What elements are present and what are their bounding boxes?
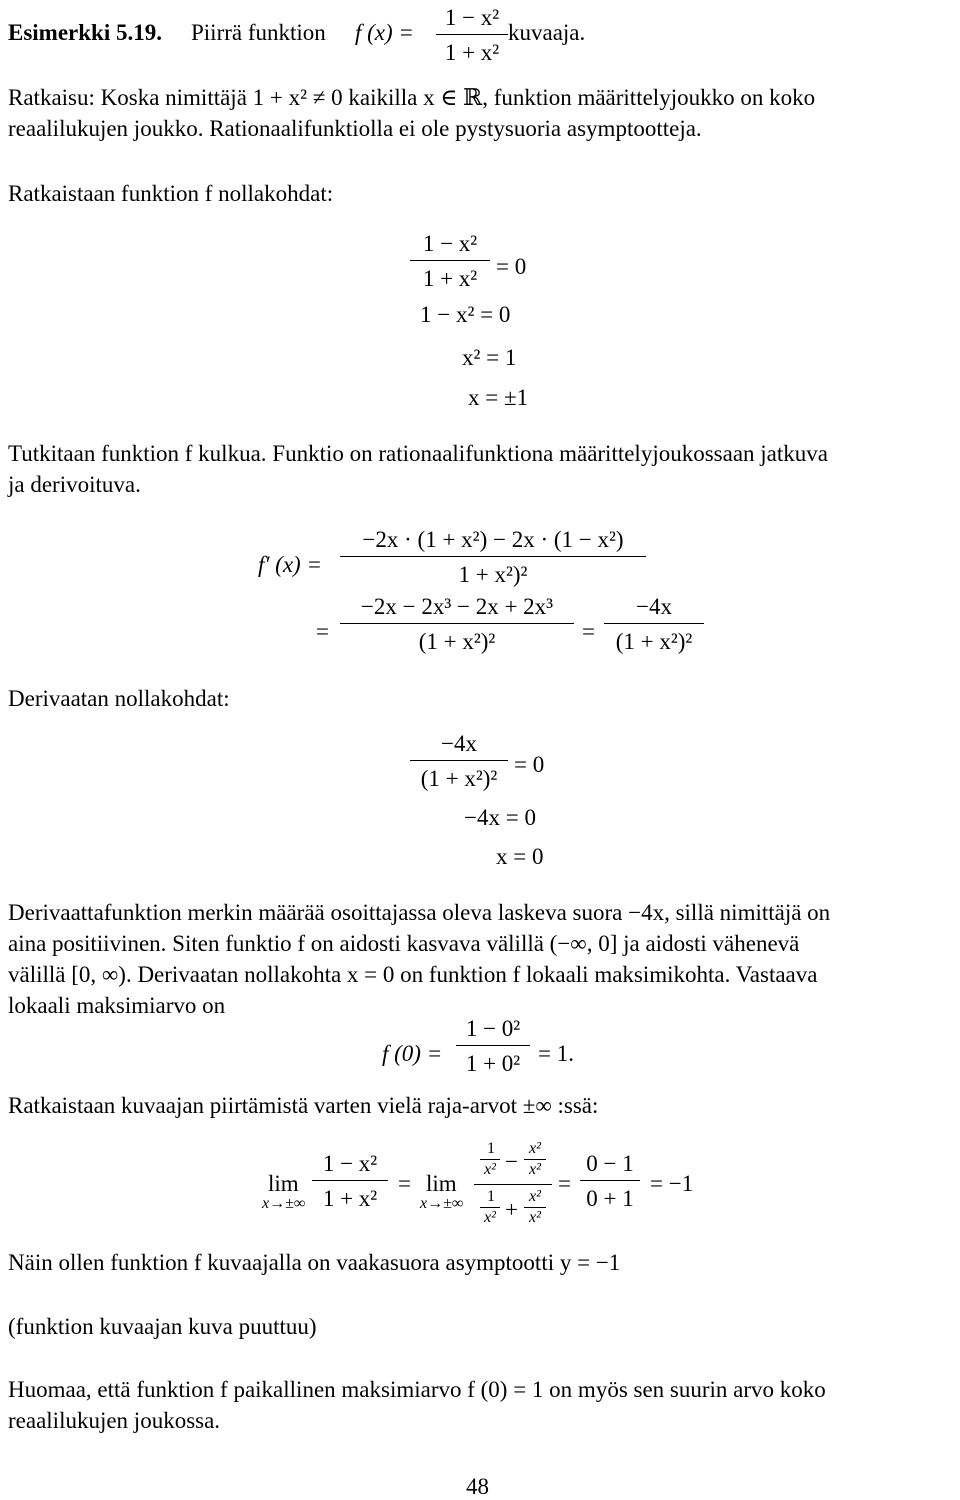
derivative-fraction-2 (340, 593, 574, 656)
missing-figure-note: (funktion kuvaajan kuva puuttuu) (8, 1314, 317, 1339)
fraction-bar (436, 34, 508, 35)
max-value-frac-num: 1 − 0² (465, 1016, 521, 1041)
limits-intro: Ratkaistaan kuvaajan piirtämistä varten vielä raja-arvot ±∞ :ssä: (8, 1093, 599, 1118)
derivative-den-3: (1 + x²)² (615, 629, 693, 654)
derivative-eq-2: = (316, 619, 329, 644)
limit-result: = −1 (650, 1171, 694, 1196)
example-fraction (436, 4, 508, 67)
deriv-zeros-frac-num: −4x (441, 731, 477, 756)
max-value-rhs: = 1. (538, 1041, 574, 1066)
deriv-zeros-frac-den: (1 + x²)² (420, 766, 498, 791)
limit-compound-fraction (474, 1140, 552, 1230)
deriv-zeros-eq3: x = 0 (496, 844, 544, 869)
limit-1-fraction (312, 1150, 388, 1213)
limit-1-sub: x→±∞ (262, 1195, 306, 1212)
example-frac-den: 1 + x² (444, 40, 500, 65)
fraction-bar (410, 760, 508, 761)
derivative-den-1: 1 + x²)² (458, 562, 528, 587)
max-value-fraction (456, 1015, 530, 1078)
sign-line-3: välillä [0, ∞). Derivaatan nollakohta x = 0 on funktion f lokaali maksimikohta. Vastaava (8, 962, 818, 987)
fraction-bar (604, 623, 704, 624)
sign-paragraph (8, 897, 952, 1021)
inner-den-a-num: 1 (487, 1188, 495, 1205)
limit-3-frac-den: 0 + 1 (586, 1186, 634, 1211)
example-frac-num: 1 − x² (444, 5, 500, 30)
sign-line-4: lokaali maksimiarvo on (8, 993, 226, 1018)
fraction-bar (524, 1207, 546, 1208)
inner-den-a-den: x² (484, 1209, 496, 1226)
derivative-eq-3: = (582, 619, 595, 644)
asymptote-text: Näin ollen funktion f kuvaajalla on vaakasuora asymptootti y = −1 (8, 1250, 621, 1275)
max-value-frac-den: 1 + 0² (465, 1051, 521, 1076)
note-line-1: Huomaa, että funktion f paikallinen maksimiarvo f (0) = 1 on myös sen suurin arvo koko (8, 1377, 826, 1402)
zeros-frac-num: 1 − x² (422, 231, 478, 256)
max-value-lhs: f (0) = (382, 1041, 443, 1066)
limit-1-lim: lim (268, 1171, 299, 1196)
zeros-eq4: x = ±1 (468, 385, 529, 410)
page-number: 48 (466, 1474, 489, 1499)
deriv-zeros-eq1-rhs: = 0 (514, 752, 545, 777)
inner-den-b-num: x² (529, 1188, 541, 1205)
limit-1-frac-num: 1 − x² (322, 1151, 378, 1176)
example-text: Piirrä funktion (191, 20, 326, 45)
inner-num-a-num: 1 (487, 1140, 495, 1157)
zeros-fraction (410, 230, 490, 293)
limit-eq-2: = (558, 1171, 571, 1196)
example-func: f (x) = (355, 20, 414, 45)
inner-den-op: + (505, 1197, 518, 1222)
fraction-bar (340, 623, 574, 624)
inner-num-b-num: x² (529, 1140, 541, 1157)
derivative-num-3: −4x (636, 594, 672, 619)
fraction-bar (480, 1207, 500, 1208)
solution-line-2: reaalilukujen joukko. Rationaalifunktiolla ei ole pystysuoria asymptootteja. (8, 116, 702, 141)
deriv-zeros-eq2: −4x = 0 (464, 805, 536, 830)
deriv-zeros-fraction (410, 730, 508, 793)
inner-den-b-den: x² (529, 1209, 541, 1226)
example-label: Esimerkki 5.19. (8, 20, 162, 45)
limit-2-lim: lim (426, 1171, 457, 1196)
fraction-bar (474, 1184, 552, 1185)
solution-line-1: Ratkaisu: Koska nimittäjä 1 + x² ≠ 0 kaikilla x ∈ ℝ, funktion määrittelyjoukko on koko (8, 85, 816, 110)
derivative-den-2: (1 + x²)² (418, 629, 496, 654)
derivative-num-2: −2x − 2x³ − 2x + 2x³ (360, 594, 554, 619)
sign-line-2: aina positiivinen. Siten funktio f on aidosti kasvava välillä (−∞, 0] ja aidosti vähenevä (8, 931, 800, 956)
example-heading (8, 5, 948, 65)
monotone-line-1: Tutkitaan funktion f kulkua. Funktio on rationaalifunktiona määrittelyjoukossaan jatkuva (8, 441, 828, 466)
monotone-line-2: ja derivoituva. (8, 472, 141, 497)
fraction-bar (410, 260, 490, 261)
fraction-bar (524, 1159, 546, 1160)
limit-eq-1: = (398, 1171, 411, 1196)
fraction-bar (480, 1159, 500, 1160)
inner-num-b-den: x² (529, 1161, 541, 1178)
derivative-num-1: −2x · (1 + x²) − 2x · (1 − x²) (362, 527, 624, 552)
zeros-eq1-rhs: = 0 (496, 254, 527, 279)
limit-2-sub: x→±∞ (420, 1195, 464, 1212)
derivative-fraction-1 (340, 526, 646, 589)
limit-1-frac-den: 1 + x² (322, 1186, 378, 1211)
zeros-frac-den: 1 + x² (422, 266, 478, 291)
example-text-after: kuvaaja. (508, 20, 586, 45)
deriv-zeros-label: Derivaatan nollakohdat: (8, 686, 230, 711)
fraction-bar (312, 1180, 388, 1181)
zeros-eq2: 1 − x² = 0 (420, 302, 511, 327)
fraction-bar (340, 556, 646, 557)
fraction-bar (456, 1045, 530, 1046)
limit-3-fraction (580, 1150, 640, 1213)
derivative-fraction-3 (604, 593, 704, 656)
fraction-bar (580, 1180, 640, 1181)
sign-line-1: Derivaattafunktion merkin määrää osoittajassa oleva laskeva suora −4x, sillä nimittäjä on (8, 900, 831, 925)
inner-num-a-den: x² (484, 1161, 496, 1178)
limit-3-frac-num: 0 − 1 (586, 1151, 634, 1176)
note-line-2: reaalilukujen joukossa. (8, 1408, 221, 1433)
zeros-eq3: x² = 1 (462, 345, 517, 370)
solution-paragraph (8, 82, 952, 144)
zeros-intro: Ratkaistaan funktion f nollakohdat: (8, 181, 334, 206)
derivative-lhs: f′ (x) = (258, 552, 322, 577)
note-paragraph (8, 1374, 952, 1436)
inner-num-op: − (505, 1149, 518, 1174)
monotone-paragraph (8, 438, 952, 500)
